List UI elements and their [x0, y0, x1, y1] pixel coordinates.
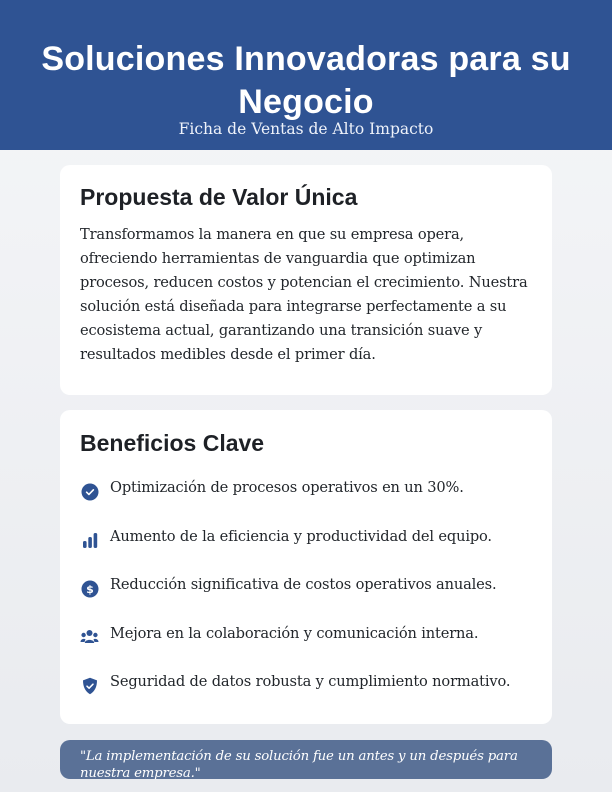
check-circle-icon: [80, 482, 99, 501]
testimonial-box: [60, 740, 552, 779]
benefit-text: Optimización de procesos operativos en un 30%.: [110, 479, 464, 496]
value-proposition-card: [60, 165, 552, 395]
page-title: Soluciones Innovadoras para su Negocio: [41, 40, 571, 121]
bar-chart-icon: [80, 531, 99, 550]
benefit-item: [80, 525, 540, 574]
benefit-text: Mejora en la colaboración y comunicación interna.: [110, 624, 479, 642]
benefit-text: Seguridad de datos robusta y cumplimiento normativo.: [110, 673, 511, 690]
page-header: [0, 0, 612, 150]
page-subtitle: Ficha de Ventas de Alto Impacto: [178, 120, 434, 138]
benefit-item: [80, 670, 540, 719]
benefits-heading: Beneficios Clave: [80, 430, 265, 456]
benefit-text: Aumento de la eficiencia y productividad del equipo.: [110, 527, 492, 545]
benefits-card: [60, 410, 552, 724]
benefit-text: Reducción significativa de costos operativos anuales.: [110, 576, 497, 593]
shield-check-icon: [80, 676, 99, 695]
value-proposition-heading: Propuesta de Valor Única: [80, 184, 358, 210]
testimonial-quote: "La implementación de su solución fue un antes y un después para nuestra empresa.": [80, 749, 518, 779]
value-proposition-body: Transformamos la manera en que su empresa opera, ofreciendo herramientas de vanguardia que optimizan procesos, reducen costos y potencian el crecimiento. Nuestra solución está diseñada para integrarse perfectamente a su ecosistema actual, garantizando una transición suave y resultados medibles desde el primer día.: [80, 226, 528, 363]
benefits-list: [80, 476, 540, 719]
benefit-item: [80, 573, 540, 622]
svg-text:$: $: [85, 582, 94, 596]
benefit-item: [80, 476, 540, 525]
benefit-item: [80, 622, 540, 671]
users-icon: [80, 628, 99, 647]
dollar-circle-icon: [80, 579, 99, 598]
